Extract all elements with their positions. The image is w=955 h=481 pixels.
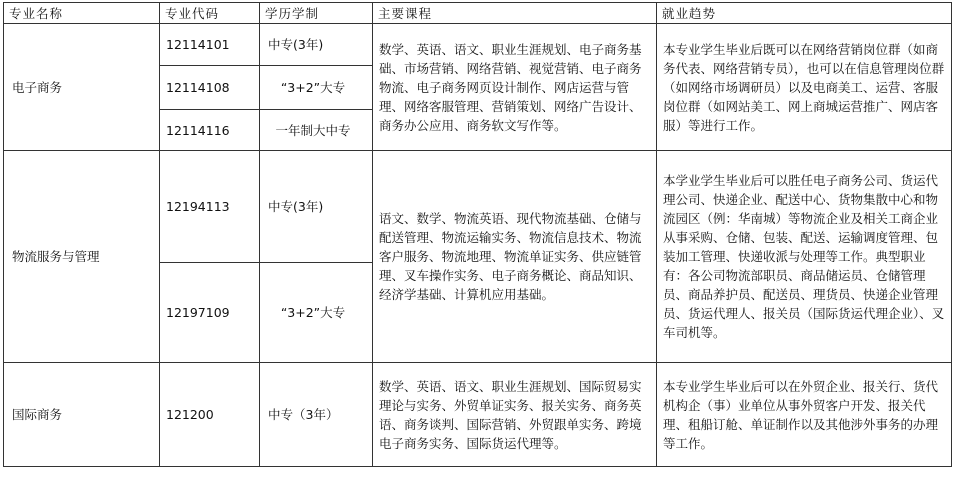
program-system: 一年制大中专	[260, 110, 373, 151]
program-system: 中专（3年）	[260, 363, 373, 467]
header-system: 学历学制	[260, 3, 373, 24]
major-name: 电子商务	[4, 24, 160, 151]
header-employment: 就业趋势	[657, 3, 952, 24]
program-code: 12197109	[160, 263, 260, 363]
program-code: 12194113	[160, 151, 260, 263]
table-row	[4, 151, 952, 263]
header-courses: 主要课程	[373, 3, 657, 24]
program-code: 12114108	[160, 66, 260, 110]
employment-cell: 本专业学生毕业后既可以在网络营销岗位群（如商务代表、网络营销专员），也可以在信息管理岗位群（如网络市场调研员）以及电商美工、运营、客服岗位群（如网站美工、网上商城运营推广、网店客服）等进行工作。	[657, 24, 952, 151]
major-name: 国际商务	[4, 363, 160, 467]
table-row	[4, 363, 952, 467]
program-system: “3+2”大专	[260, 263, 373, 363]
program-code: 12114116	[160, 110, 260, 151]
header-major: 专业名称	[4, 3, 160, 24]
program-system: 中专(3年)	[260, 24, 373, 66]
program-code: 121200	[160, 363, 260, 467]
courses-cell: 数学、英语、语文、职业生涯规划、电子商务基础、市场营销、网络营销、视觉营销、电子商务物流、电子商务网页设计制作、网店运营与管理、网络客服管理、营销策划、网络广告设计、商务办公应用、商务软文写作等。	[373, 24, 657, 151]
majors-table	[3, 2, 952, 467]
program-system: 中专(3年)	[260, 151, 373, 263]
program-code: 12114101	[160, 24, 260, 66]
table-row	[4, 24, 952, 66]
courses-cell: 数学、英语、语文、职业生涯规划、国际贸易实理论与实务、外贸单证实务、报关实务、商务英语、商务谈判、国际营销、外贸跟单实务、跨境电子商务实务、国际货运代理等。	[373, 363, 657, 467]
major-name: 物流服务与管理	[4, 151, 160, 363]
employment-cell: 本学业学生毕业后可以胜任电子商务公司、货运代理公司、快递企业、配送中心、货物集散中心和物流园区（例：华南城）等物流企业及相关工商企业从事采购、仓储、包装、配送、运输调度管理、包装加工管理、快递收派与处理等工作。典型职业有：各公司物流部职员、商品储运员、仓储管理员、商品养护员、配送员、理货员、快递企业管理员、货运代理人、报关员（国际货运代理企业）、叉车司机等。	[657, 151, 952, 363]
courses-cell: 语文、数学、物流英语、现代物流基础、仓储与配送管理、物流运输实务、物流信息技术、物流客户服务、物流地理、物流单证实务、供应链管理、叉车操作实务、电子商务概论、商品知识、经济学基础、计算机应用基础。	[373, 151, 657, 363]
program-system: “3+2”大专	[260, 66, 373, 110]
employment-cell: 本专业学生毕业后可以在外贸企业、报关行、货代机构企（事）业单位从事外贸客户开发、报关代理、租船订舱、单证制作以及其他涉外事务的办理等工作。	[657, 363, 952, 467]
header-row	[4, 3, 952, 24]
header-code: 专业代码	[160, 3, 260, 24]
